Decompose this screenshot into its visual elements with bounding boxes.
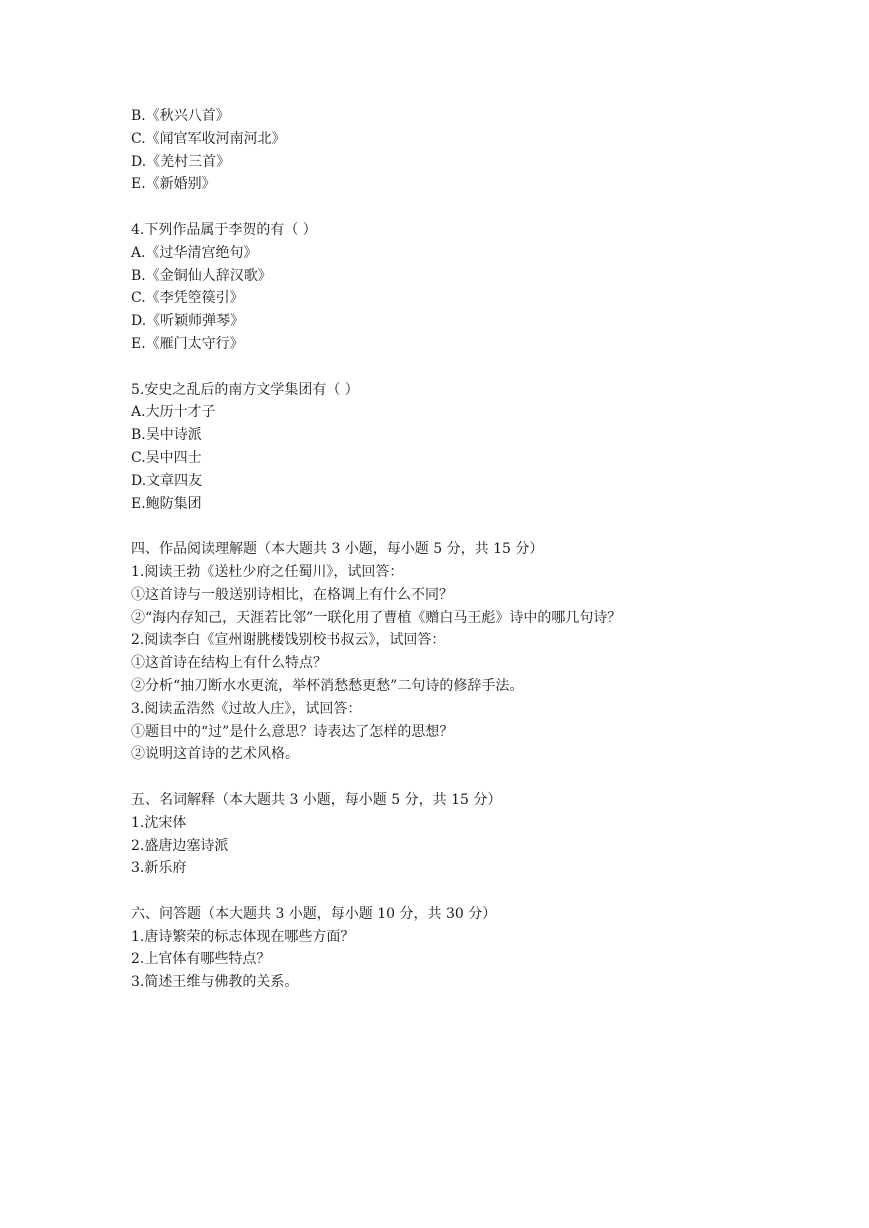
q5-option-e: E.鲍防集团 — [131, 495, 202, 512]
q4-option-c: C.《李凭箜篌引》 — [131, 290, 244, 307]
spacer — [131, 766, 831, 789]
section-5-line: 1.沈宋体 — [131, 814, 187, 831]
question-5 — [131, 379, 831, 516]
q3-option-e: E.《新婚别》 — [131, 176, 216, 193]
spacer — [131, 515, 831, 538]
section-4-line: ②“海内存知己，天涯若比邻”一联化用了曹植《赠白马王彪》诗中的哪几句诗？ — [131, 609, 622, 626]
section-4-line: ①这首诗与一般送别诗相比，在格调上有什么不同？ — [131, 586, 453, 603]
q5-option-b: B.吴中诗派 — [131, 427, 202, 444]
section-5-heading: 五、名词解释（本大题共 3 小题，每小题 5 分，共 15 分） — [131, 791, 502, 808]
q4-option-e: E.《雁门太守行》 — [131, 335, 244, 352]
q3-option-d: D.《羌村三首》 — [131, 153, 231, 170]
spacer — [131, 196, 831, 219]
section-4-line: 3.阅读孟浩然《过故人庄》，试回答： — [131, 700, 362, 717]
exam-page — [131, 105, 831, 994]
spacer — [131, 356, 831, 379]
section-6-line: 2.上官体有哪些特点？ — [131, 951, 271, 968]
section-6-questions — [131, 903, 831, 994]
section-6-heading: 六、问答题（本大题共 3 小题，每小题 10 分，共 30 分） — [131, 905, 497, 922]
q5-option-c: C.吴中四士 — [131, 449, 202, 466]
section-4-line: ②分析“抽刀断水水更流，举杯消愁愁更愁”二句诗的修辞手法。 — [131, 677, 524, 694]
section-6-line: 1.唐诗繁荣的标志体现在哪些方面？ — [131, 928, 355, 945]
q3-option-b: B.《秋兴八首》 — [131, 108, 230, 124]
q4-option-a: A.《过华清宫绝句》 — [131, 244, 258, 261]
q5-option-d: D.文章四友 — [131, 472, 203, 489]
q4-option-b: B.《金铜仙人辞汉歌》 — [131, 267, 272, 284]
q4-option-d: D.《听颖师弹琴》 — [131, 313, 245, 330]
section-5-terms — [131, 789, 831, 880]
section-4-line: 2.阅读李白《宣州谢朓楼饯别校书叔云》，试回答： — [131, 632, 446, 649]
section-5-line: 3.新乐府 — [131, 860, 187, 877]
section-5-line: 2.盛唐边塞诗派 — [131, 837, 229, 854]
section-4-line: 1.阅读王勃《送杜少府之任蜀川》，试回答： — [131, 563, 404, 580]
section-6-line: 3.简述王维与佛教的关系。 — [131, 974, 299, 991]
section-4-line: ①这首诗在结构上有什么特点？ — [131, 655, 327, 672]
section-4-heading: 四、作品阅读理解题（本大题共 3 小题，每小题 5 分，共 15 分） — [131, 541, 544, 558]
q4-question: 4.下列作品属于李贺的有（ ） — [131, 221, 317, 238]
q5-option-a: A.大历十才子 — [131, 404, 216, 421]
spacer — [131, 880, 831, 903]
section-4-reading — [131, 538, 831, 766]
q3-option-c: C.《闻官军收河南河北》 — [131, 130, 286, 147]
section-4-line: ①题目中的“过”是什么意思？诗表达了怎样的思想？ — [131, 723, 454, 740]
section-4-line: ②说明这首诗的艺术风格。 — [131, 746, 299, 763]
question-3-options — [131, 105, 831, 196]
question-4 — [131, 219, 831, 356]
q5-question: 5.安史之乱后的南方文学集团有（ ） — [131, 381, 359, 398]
